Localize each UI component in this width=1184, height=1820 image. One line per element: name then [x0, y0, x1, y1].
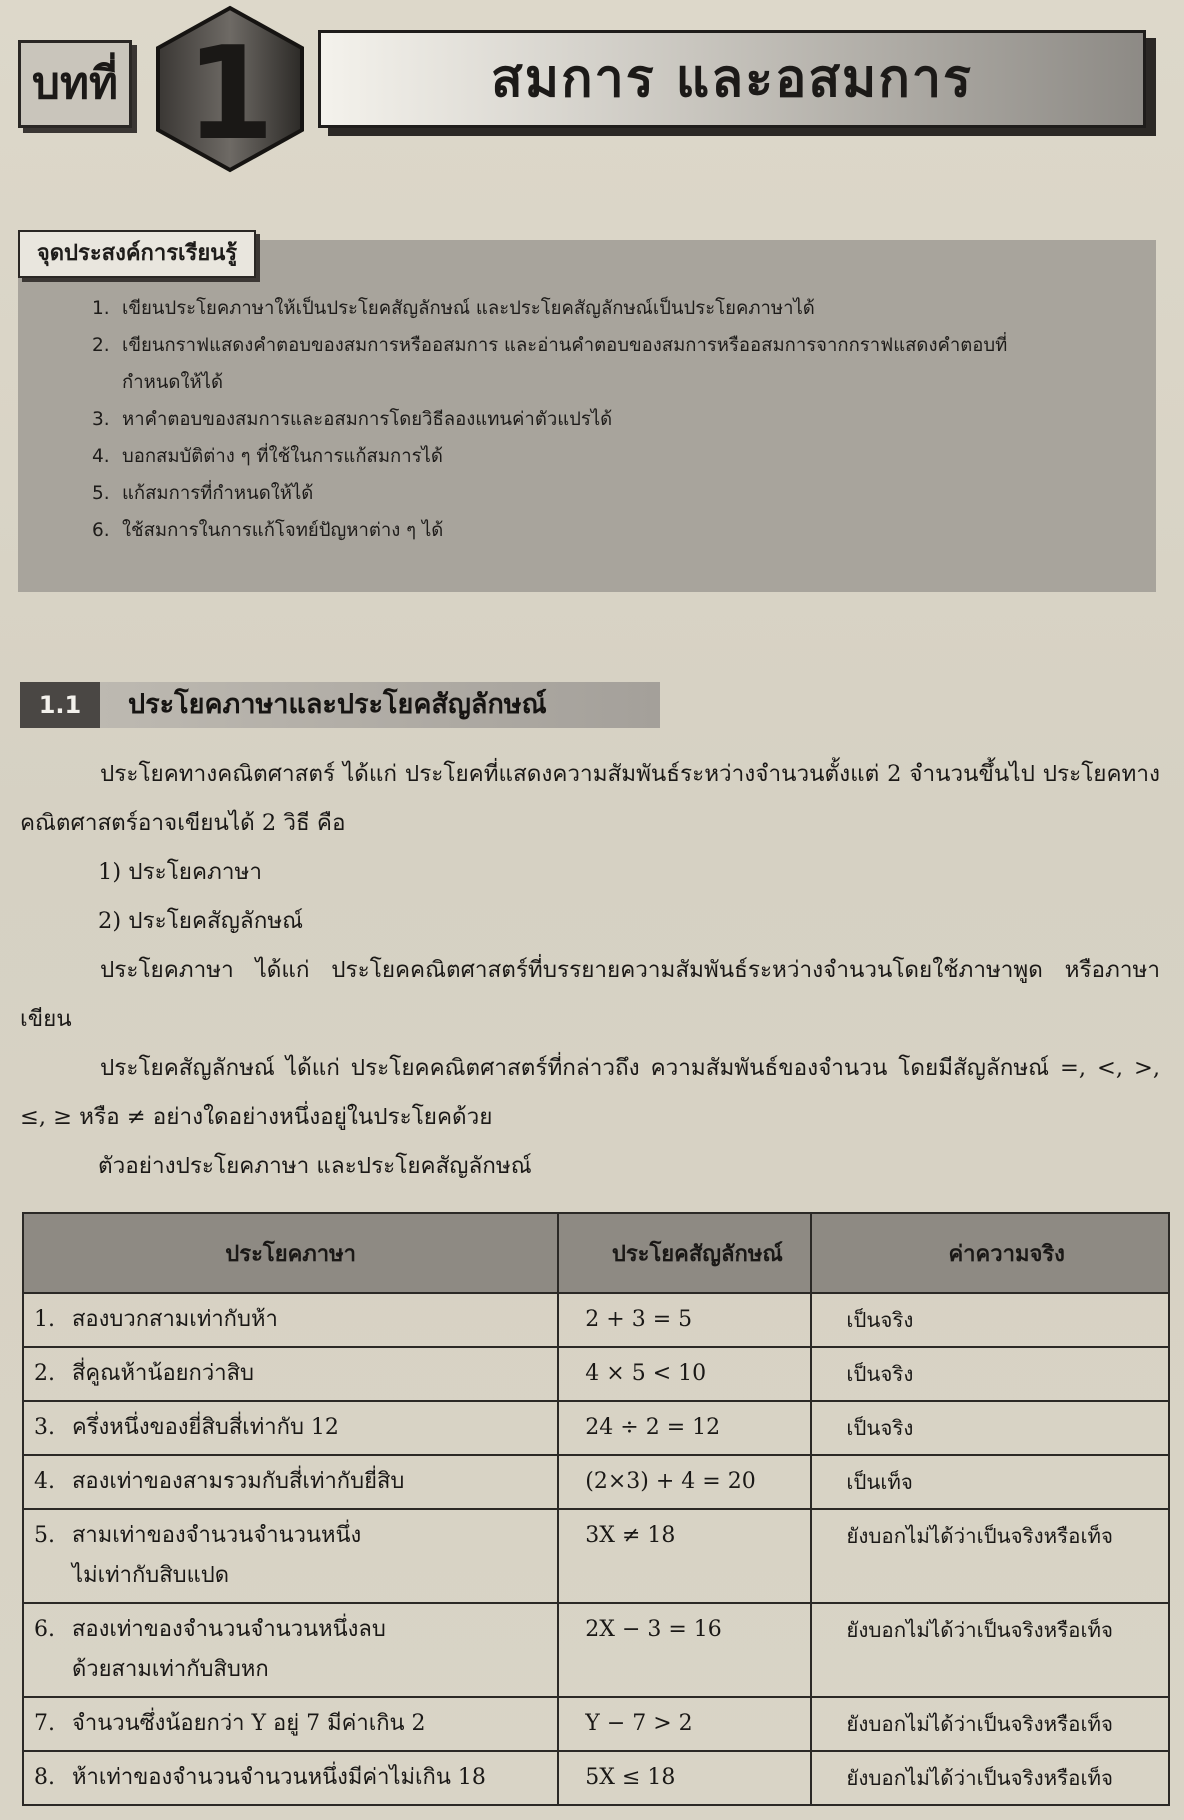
- table-row: [23, 1751, 1169, 1805]
- objective-number: 3.: [92, 409, 110, 430]
- table-row: [23, 1401, 1169, 1455]
- objective-item: [92, 401, 1132, 438]
- symbolic-sentence: Y − 7 > 2: [558, 1697, 811, 1751]
- objective-number: 4.: [92, 446, 110, 467]
- objective-text: เขียนกราฟแสดงคำตอบของสมการหรืออสมการ และอ่านคำตอบของสมการหรืออสมการจากกราฟแสดงคำตอบที่: [122, 335, 1008, 356]
- objective-item: [92, 327, 1132, 401]
- language-text: สองบวกสามเท่ากับห้า: [72, 1307, 278, 1332]
- row-number: 2.: [34, 1361, 55, 1386]
- section-title: ประโยคภาษาและประโยคสัญลักษณ์: [128, 689, 547, 720]
- paragraph: ประโยคภาษา ได้แก่ ประโยคคณิตศาสตร์ที่บรรยายความสัมพันธ์ระหว่างจำนวนโดยใช้ภาษาพูด หรือภาษาเขียน: [20, 957, 1160, 1032]
- objective-text: เขียนประโยคภาษาให้เป็นประโยคสัญลักษณ์ และประโยคสัญลักษณ์เป็นประโยคภาษาได้: [122, 298, 815, 319]
- table-row: [23, 1697, 1169, 1751]
- truth-value: เป็นเท็จ: [811, 1455, 1169, 1509]
- symbolic-sentence: (2×3) + 4 = 20: [558, 1455, 811, 1509]
- objective-item: [92, 512, 1132, 549]
- chapter-title-bar: [318, 30, 1146, 128]
- objectives-list: [92, 290, 1132, 549]
- symbolic-sentence: 3X ≠ 18: [558, 1509, 811, 1603]
- chapter-number-hexagon: [150, 4, 310, 174]
- language-text: จำนวนซึ่งน้อยกว่า Y อยู่ 7 มีค่าเกิน 2: [72, 1711, 426, 1736]
- language-text: ครึ่งหนึ่งของยี่สิบสี่เท่ากับ 12: [72, 1415, 339, 1440]
- truth-value: เป็นจริง: [811, 1401, 1169, 1455]
- column-header: ประโยคสัญลักษณ์: [558, 1213, 811, 1293]
- symbolic-sentence: 4 × 5 < 10: [558, 1347, 811, 1401]
- example-table: [22, 1212, 1170, 1806]
- table-row: [23, 1603, 1169, 1697]
- language-text: สองเท่าของจำนวนจำนวนหนึ่งลบ: [72, 1617, 386, 1642]
- row-number: 1.: [34, 1307, 55, 1332]
- language-sentence: [23, 1751, 558, 1805]
- table-caption: ตัวอย่างประโยคภาษา และประโยคสัญลักษณ์: [98, 1153, 532, 1179]
- language-sentence: [23, 1697, 558, 1751]
- language-sentence: [23, 1509, 558, 1603]
- objective-text-continued: กำหนดให้ได้: [122, 372, 223, 393]
- chapter-number: 1: [185, 20, 275, 169]
- table-header-row: [23, 1213, 1169, 1293]
- language-sentence: [23, 1293, 558, 1347]
- language-text-continued: ไม่เท่ากับสิบแปด: [72, 1563, 230, 1588]
- objective-number: 2.: [92, 335, 110, 356]
- truth-value: เป็นจริง: [811, 1347, 1169, 1401]
- paragraph: ประโยคทางคณิตศาสตร์ ได้แก่ ประโยคที่แสดงความสัมพันธ์ระหว่างจำนวนตั้งแต่ 2 จำนวนขึ้นไป ประโยคทางคณิตศาสตร์อาจเขียนได้ 2 วิธี คือ: [20, 761, 1160, 836]
- symbolic-sentence: 5X ≤ 18: [558, 1751, 811, 1805]
- symbolic-sentence: 2 + 3 = 5: [558, 1293, 811, 1347]
- row-number: 7.: [34, 1711, 55, 1736]
- language-sentence: [23, 1347, 558, 1401]
- truth-value: เป็นจริง: [811, 1293, 1169, 1347]
- list-item: 1) ประโยคภาษา: [98, 859, 262, 885]
- objective-number: 5.: [92, 483, 110, 504]
- truth-value: ยังบอกไม่ได้ว่าเป็นจริงหรือเท็จ: [811, 1751, 1169, 1805]
- table-row: [23, 1347, 1169, 1401]
- objective-item: [92, 438, 1132, 475]
- row-number: 4.: [34, 1469, 55, 1494]
- body-text: [20, 750, 1160, 1191]
- row-number: 5.: [34, 1523, 55, 1548]
- truth-value: ยังบอกไม่ได้ว่าเป็นจริงหรือเท็จ: [811, 1603, 1169, 1697]
- section-number: 1.1: [20, 682, 100, 728]
- objective-text: หาคำตอบของสมการและอสมการโดยวิธีลองแทนค่าตัวแปรได้: [122, 409, 613, 430]
- column-header: ค่าความจริง: [811, 1213, 1169, 1293]
- language-text: สามเท่าของจำนวนจำนวนหนึ่ง: [72, 1523, 362, 1548]
- language-sentence: [23, 1401, 558, 1455]
- list-item: 2) ประโยคสัญลักษณ์: [98, 908, 304, 934]
- language-text: ห้าเท่าของจำนวนจำนวนหนึ่งมีค่าไม่เกิน 18: [72, 1765, 486, 1790]
- row-number: 8.: [34, 1765, 55, 1790]
- chapter-title: สมการ และอสมการ: [491, 49, 973, 109]
- column-header: ประโยคภาษา: [23, 1213, 558, 1293]
- language-text: สี่คูณห้าน้อยกว่าสิบ: [72, 1361, 254, 1386]
- objectives-label: จุดประสงค์การเรียนรู้: [18, 230, 256, 278]
- language-text: สองเท่าของสามรวมกับสี่เท่ากับยี่สิบ: [72, 1469, 405, 1494]
- truth-value: ยังบอกไม่ได้ว่าเป็นจริงหรือเท็จ: [811, 1697, 1169, 1751]
- paragraph: ประโยคสัญลักษณ์ ได้แก่ ประโยคคณิตศาสตร์ที่กล่าวถึง ความสัมพันธ์ของจำนวน โดยมีสัญลักษณ์ =, <, >, ≤, ≥ หรือ ≠ อย่างใดอย่างหนึ่งอยู่ในประโยคด้วย: [20, 1055, 1160, 1130]
- symbolic-sentence: 2X − 3 = 16: [558, 1603, 811, 1697]
- objective-item: [92, 475, 1132, 512]
- table-row: [23, 1509, 1169, 1603]
- language-sentence: [23, 1603, 558, 1697]
- objective-number: 1.: [92, 298, 110, 319]
- objective-text: แก้สมการที่กำหนดให้ได้: [122, 483, 314, 504]
- symbolic-sentence: 24 ÷ 2 = 12: [558, 1401, 811, 1455]
- row-number: 3.: [34, 1415, 55, 1440]
- table-row: [23, 1455, 1169, 1509]
- objective-text: บอกสมบัติต่าง ๆ ที่ใช้ในการแก้สมการได้: [122, 446, 443, 467]
- objective-text: ใช้สมการในการแก้โจทย์ปัญหาต่าง ๆ ได้: [122, 520, 444, 541]
- objective-item: [92, 290, 1132, 327]
- table-row: [23, 1293, 1169, 1347]
- truth-value: ยังบอกไม่ได้ว่าเป็นจริงหรือเท็จ: [811, 1509, 1169, 1603]
- language-sentence: [23, 1455, 558, 1509]
- objective-number: 6.: [92, 520, 110, 541]
- language-text-continued: ด้วยสามเท่ากับสิบหก: [72, 1657, 269, 1682]
- chapter-word: บทที่: [18, 40, 132, 128]
- row-number: 6.: [34, 1617, 55, 1642]
